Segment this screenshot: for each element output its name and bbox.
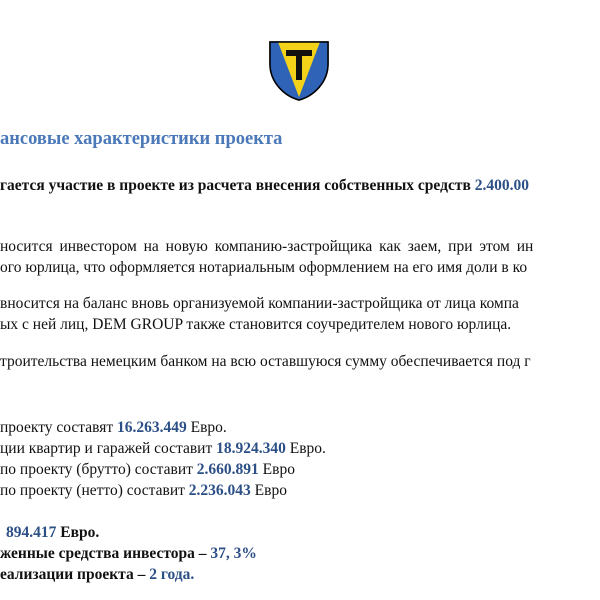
paragraph-3-line-1: троительства немецким банком на всю оставшуюся сумму обеспечивается под г [0,353,531,370]
period-value: 2 года. [149,566,195,583]
figure-line [0,482,287,500]
figure-value: 2.660.891 [196,461,259,478]
profit-value: 894.417 [6,524,57,541]
figure-unit: Евро. [186,419,227,436]
section-heading: ансовые характеристики проекта [0,129,283,149]
figure-value: 18.924.340 [216,440,286,457]
figure-label: по проекту (брутто) составит [0,461,197,478]
figure-value: 2.236.043 [188,482,251,499]
figure-unit: Евро [258,461,295,478]
period-line [0,566,194,584]
figure-label: по проекту (нетто) составит [0,482,189,499]
paragraph-1-line-1: носится инвестором на новую компанию-застройщика как заем, при этом ин [0,238,534,255]
participation-line [0,177,529,195]
figure-line [0,461,295,479]
period-label: еализации проекта – [0,566,150,583]
figure-value: 16.263.449 [117,419,187,436]
figure-label: ции квартир и гаражей составит [0,440,217,457]
paragraph-2-line-1: вносится на баланс вновь организуемой компании-застройщика от лица компа [0,295,519,312]
profit-unit: Евро. [56,524,100,541]
profit-line [0,524,99,542]
roi-value: 37, 3% [210,545,257,562]
figure-line [0,440,326,458]
figure-unit: Евро. [285,440,326,457]
roi-line [0,545,257,563]
participation-text: гается участие в проекте из расчета внесения собственных средств [0,177,475,194]
figure-label: проекту составят [0,419,118,436]
figure-line [0,419,227,437]
roi-label: женные средства инвестора – [0,545,211,562]
paragraph-1-line-2: ого юрлица, что оформляется нотариальным оформлением на его имя доли в ко [0,259,528,276]
figure-unit: Евро [250,482,287,499]
coat-of-arms-emblem [268,40,330,102]
participation-amount: 2.400.00 [474,177,529,194]
paragraph-2-line-2: ых с ней лиц, DEM GROUP также становится соучредителем нового юрлица. [0,316,512,333]
